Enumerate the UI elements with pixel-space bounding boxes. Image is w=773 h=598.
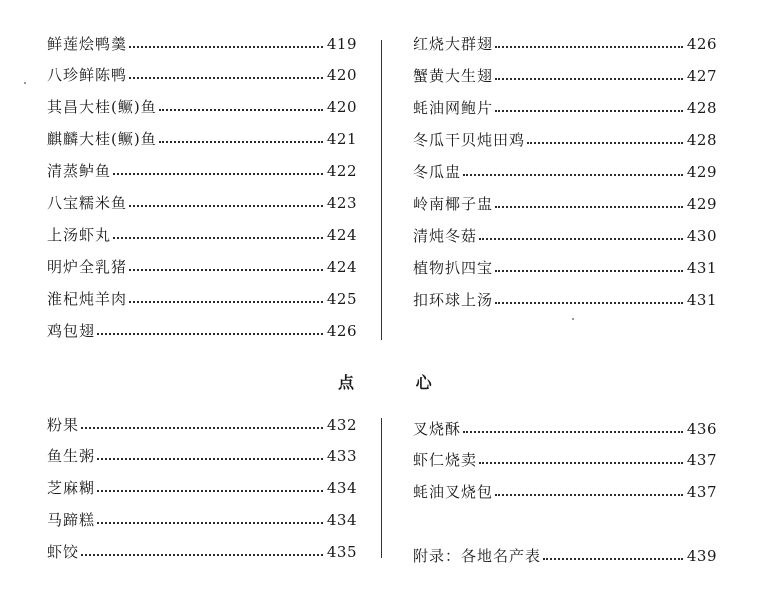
toc-entry bbox=[47, 256, 357, 278]
toc-entry bbox=[413, 129, 717, 151]
toc-entry-page: 436 bbox=[686, 420, 717, 438]
toc-entry-title: 清蒸鲈鱼 bbox=[47, 162, 112, 180]
dot-leader bbox=[97, 458, 323, 460]
toc-entry-page: 437 bbox=[686, 451, 717, 469]
dot-leader bbox=[113, 173, 323, 175]
dot-leader bbox=[129, 205, 323, 207]
toc-entry bbox=[413, 193, 717, 215]
toc-entry-page: 422 bbox=[326, 162, 357, 180]
toc-entry bbox=[413, 33, 717, 55]
toc-entry-title: 清炖冬菇 bbox=[413, 227, 478, 245]
dot-leader bbox=[463, 174, 683, 176]
toc-entry-page: 424 bbox=[326, 258, 357, 276]
toc-entry-page: 433 bbox=[326, 447, 357, 465]
toc-entry-title: 八珍鲜陈鸭 bbox=[47, 66, 128, 84]
dot-leader bbox=[495, 494, 683, 496]
toc-entry bbox=[413, 257, 717, 279]
toc-entry-page: 420 bbox=[326, 98, 357, 116]
toc-entry-title: 明炉全乳猪 bbox=[47, 258, 128, 276]
dot-leader bbox=[495, 78, 683, 80]
dot-leader bbox=[463, 431, 683, 433]
toc-entry-title: 冬瓜盅 bbox=[413, 163, 462, 181]
toc-entry bbox=[413, 161, 717, 183]
toc-entry-page: 434 bbox=[326, 479, 357, 497]
dot-leader bbox=[495, 270, 683, 272]
dot-leader bbox=[479, 462, 683, 464]
dot-leader bbox=[129, 269, 323, 271]
toc-entry-title: 淮杞炖羊肉 bbox=[47, 290, 128, 308]
toc-entry-page: 430 bbox=[686, 227, 717, 245]
dot-leader bbox=[159, 141, 323, 143]
toc-entry-page: 428 bbox=[686, 99, 717, 117]
toc-entry-page: 420 bbox=[326, 66, 357, 84]
scan-speck bbox=[572, 318, 574, 320]
toc-entry bbox=[413, 418, 717, 440]
toc-entry bbox=[413, 481, 717, 503]
toc-entry-title: 叉烧酥 bbox=[413, 420, 462, 438]
dot-leader bbox=[543, 558, 683, 560]
toc-entry-page: 431 bbox=[686, 259, 717, 277]
dot-leader bbox=[97, 522, 323, 524]
toc-entry bbox=[47, 288, 357, 310]
toc-entry-page: 428 bbox=[686, 131, 717, 149]
toc-entry bbox=[47, 509, 357, 531]
toc-entry-page: 435 bbox=[326, 543, 357, 561]
toc-entry bbox=[47, 96, 357, 118]
toc-entry bbox=[47, 64, 357, 86]
toc-entry-page: 419 bbox=[326, 35, 357, 53]
toc-entry-title: 植物扒四宝 bbox=[413, 259, 494, 277]
toc-entry-title: 扣环球上汤 bbox=[413, 291, 494, 309]
toc-entry-title: 蟹黄大生翅 bbox=[413, 67, 494, 85]
dot-leader bbox=[159, 109, 323, 111]
toc-entry bbox=[47, 320, 357, 342]
toc-entry-title: 附录：各地名产表 bbox=[413, 547, 542, 565]
section-heading: 点 心 bbox=[338, 373, 460, 392]
toc-entry-title: 虾饺 bbox=[47, 543, 80, 561]
dot-leader bbox=[129, 301, 323, 303]
toc-entry-title: 芝麻糊 bbox=[47, 479, 96, 497]
toc-entry-title: 上汤虾丸 bbox=[47, 226, 112, 244]
toc-entry-title: 虾仁烧卖 bbox=[413, 451, 478, 469]
toc-entry bbox=[413, 225, 717, 247]
toc-entry bbox=[47, 192, 357, 214]
toc-entry-page: 421 bbox=[326, 130, 357, 148]
dot-leader bbox=[527, 142, 683, 144]
toc-entry bbox=[47, 33, 357, 55]
column-divider bbox=[381, 418, 382, 558]
dot-leader bbox=[97, 333, 323, 335]
dot-leader bbox=[495, 206, 683, 208]
toc-entry-title: 麒麟大桂(鳜)鱼 bbox=[47, 130, 157, 148]
toc-entry bbox=[413, 449, 717, 471]
toc-entry-page: 429 bbox=[686, 163, 717, 181]
dot-leader bbox=[81, 554, 323, 556]
top-right-column bbox=[413, 33, 717, 323]
toc-entry-page: 425 bbox=[326, 290, 357, 308]
scan-speck bbox=[24, 82, 26, 84]
toc-entry-title: 粉果 bbox=[47, 416, 80, 434]
bottom-left-column bbox=[47, 414, 357, 574]
toc-entry bbox=[47, 224, 357, 246]
toc-entry bbox=[47, 445, 357, 467]
dot-leader bbox=[495, 46, 683, 48]
toc-entry bbox=[47, 128, 357, 150]
dot-leader bbox=[479, 238, 683, 240]
toc-entry bbox=[413, 545, 717, 567]
toc-entry-title: 蚝油网鲍片 bbox=[413, 99, 494, 117]
toc-entry bbox=[47, 477, 357, 499]
toc-entry-page: 427 bbox=[686, 67, 717, 85]
bottom-right-column bbox=[413, 418, 717, 578]
toc-entry-page: 429 bbox=[686, 195, 717, 213]
toc-entry-title: 鲜莲烩鸭羹 bbox=[47, 35, 128, 53]
toc-entry-page: 426 bbox=[686, 35, 717, 53]
toc-entry-page: 424 bbox=[326, 226, 357, 244]
toc-entry-title: 鸡包翅 bbox=[47, 322, 96, 340]
toc-entry-title: 红烧大群翅 bbox=[413, 35, 494, 53]
toc-entry-title: 蚝油叉烧包 bbox=[413, 483, 494, 501]
toc-entry bbox=[413, 97, 717, 119]
toc-entry-title: 冬瓜干贝炖田鸡 bbox=[413, 131, 526, 149]
toc-entry-page: 439 bbox=[686, 547, 717, 565]
dot-leader bbox=[495, 302, 683, 304]
toc-entry-page: 434 bbox=[326, 511, 357, 529]
column-divider bbox=[381, 40, 382, 340]
toc-entry-page: 432 bbox=[326, 416, 357, 434]
dot-leader bbox=[97, 490, 323, 492]
toc-entry-page: 437 bbox=[686, 483, 717, 501]
toc-entry-title: 鱼生粥 bbox=[47, 447, 96, 465]
toc-entry-page: 426 bbox=[326, 322, 357, 340]
toc-entry-title: 八宝糯米鱼 bbox=[47, 194, 128, 212]
toc-entry-title: 岭南椰子盅 bbox=[413, 195, 494, 213]
top-left-column bbox=[47, 33, 357, 353]
toc-entry bbox=[47, 414, 357, 436]
toc-entry bbox=[413, 289, 717, 311]
dot-leader bbox=[113, 237, 323, 239]
dot-leader bbox=[81, 427, 323, 429]
toc-entry-page: 423 bbox=[326, 194, 357, 212]
toc-entry-page: 431 bbox=[686, 291, 717, 309]
dot-leader bbox=[129, 46, 323, 48]
dot-leader bbox=[495, 110, 683, 112]
toc-entry-title: 马蹄糕 bbox=[47, 511, 96, 529]
dot-leader bbox=[129, 77, 323, 79]
toc-entry bbox=[47, 541, 357, 563]
toc-entry-title: 其昌大桂(鳜)鱼 bbox=[47, 98, 157, 116]
toc-entry bbox=[413, 65, 717, 87]
toc-entry bbox=[47, 160, 357, 182]
